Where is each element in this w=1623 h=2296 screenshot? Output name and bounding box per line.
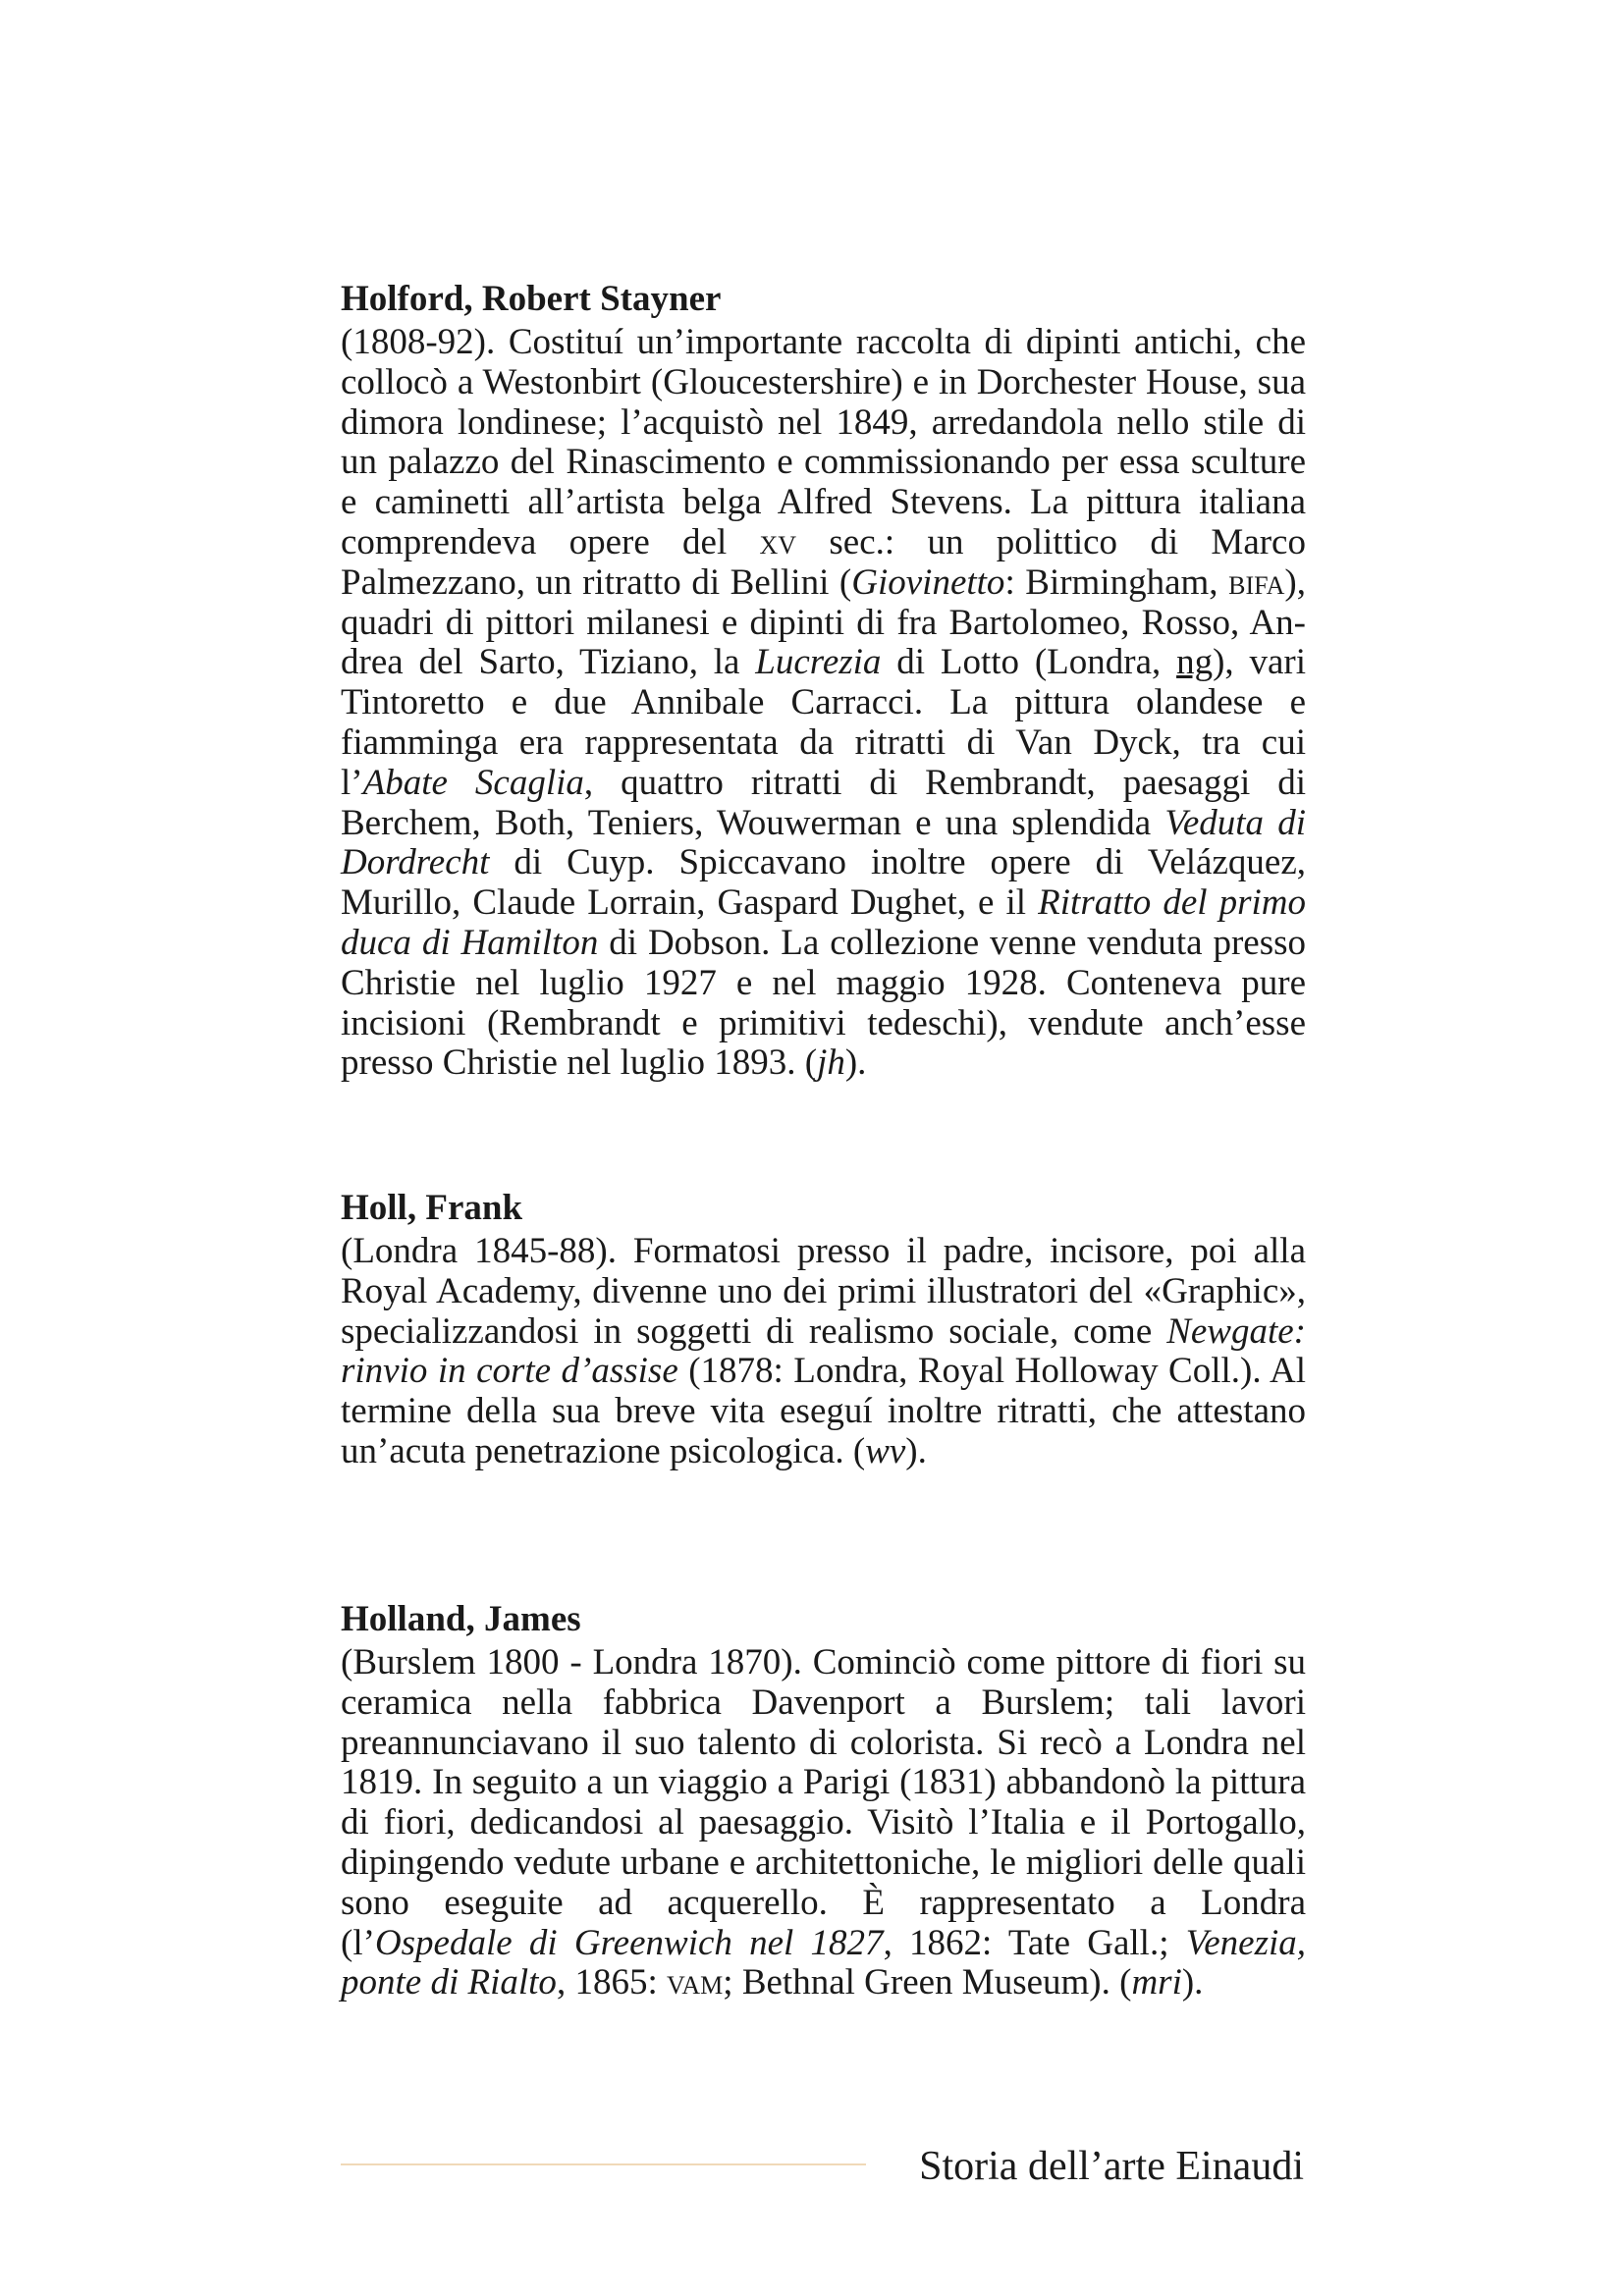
entry-holland <box>341 1600 1306 2003</box>
text-run: di Dobson. La collezione venne venduta presso Christie nel luglio 1927 e nel maggio 1928. Conteneva pure incisioni (Rembrandt e primitivi tedeschi), vendute anch’esse presso Christie nel luglio 1893. ( <box>341 922 1306 1084</box>
footer-divider <box>341 2163 866 2165</box>
text-run: ), vari Tintoretto e due Annibale Carracci. La pittura olandese e fiamminga era rappresentata da ritratti di Van Dyck, tra cui l’ <box>341 642 1306 803</box>
abbreviation: bifa <box>1228 561 1285 603</box>
text-run: (1878: Londra, Royal Holloway Coll.). Al termine della sua breve vita eseguí inoltre ritratti, che attestano un’acuta penetrazione psicologica. ( <box>341 1351 1306 1471</box>
text-run: ). <box>1181 1962 1204 2003</box>
text-run: , quattro ritratti di Rembrandt, paesaggi di Berchem, Both, Teniers, Wouwerman e una splendida <box>341 762 1306 843</box>
abbreviation: ng <box>1176 642 1214 683</box>
entry-holford <box>341 280 1306 1084</box>
italic-title: jh <box>817 1042 845 1084</box>
entry-holl <box>341 1189 1306 1472</box>
italic-title: Abate Scaglia <box>362 762 584 803</box>
text-run: (Burslem 1800 - Londra 1870). Cominciò come pittore di fiori su ceramica nella fabbrica Davenport a Burslem; tali lavori preannunciavano il suo talento di colorista. Si recò a Londra nel 1819. In seguito a un viaggio a Parigi (1831) abbandonò la pittura di fiori, dedicandosi al paesaggio. Visitò l’Italia e il Portogallo, dipingendo vedute urbane e architettoniche, le migliori delle quali sono eseguite ad acquerello. È rappresentato a Londra (l’ <box>341 1642 1306 1963</box>
entry-body <box>341 1643 1306 2003</box>
text-run: , 1862: Tate Gall.; <box>883 1922 1186 1963</box>
italic-title: Ospedale di Greenwich nel 1827 <box>374 1922 884 1963</box>
italic-title: Veduta di Dordrecht <box>341 802 1306 883</box>
text-run: (1808-92). Costituí un’importante raccolta di dipinti antichi, che collocò a Westonbirt (Gloucestershire) e in Dorchester House, sua dimora londinese; l’acquistò nel 1849, arredandola nello stile di un palazzo del Rinascimento e commissionando per essa sculture e caminetti all’artista belga Alfred Stevens. La pittura italiana comprendeva opere del <box>341 322 1306 562</box>
entry-body <box>341 1232 1306 1472</box>
italic-title: Venezia, ponte di Rialto <box>341 1922 1306 2003</box>
abbreviation: xv <box>759 521 797 562</box>
footer-publisher: Storia dell’arte Einaudi <box>919 2144 1304 2189</box>
italic-title: Lucrezia <box>755 642 882 683</box>
italic-title: wv <box>865 1430 906 1471</box>
italic-title: Newgate: rinvio in corte d’assise <box>341 1310 1306 1392</box>
text-run: ; Bethnal Green Museum). ( <box>723 1962 1132 2003</box>
text-run: ). <box>844 1042 867 1084</box>
entry-body <box>341 323 1306 1084</box>
entry-title: Holford, Robert Stayner <box>341 279 722 319</box>
abbreviation: vam <box>666 1962 724 2003</box>
italic-title: Ritratto del primo duca di Hamilton <box>341 882 1306 963</box>
italic-title: mri <box>1131 1962 1182 2003</box>
text-run: (Londra 1845-88). Formatosi presso il padre, incisore, poi alla Royal Academy, divenne uno dei primi illustratori del «Graphic», specializzandosi in soggetti di realismo sociale, come <box>341 1231 1306 1352</box>
italic-title: Giovinetto <box>851 561 1005 603</box>
entry-title: Holl, Frank <box>341 1188 523 1228</box>
text-run: , 1865: <box>556 1962 667 2003</box>
text-run: sec.: un polittico di Marco Palmezzano, un ritratto di Bellini ( <box>341 521 1306 603</box>
entry-title: Holland, James <box>341 1599 581 1639</box>
text-run: : Birmingham, <box>1004 561 1229 603</box>
text-run: ). <box>905 1430 927 1471</box>
text-run: di Lotto (Londra, <box>881 642 1177 683</box>
text-run: di Cuyp. Spiccavano inoltre opere di Velázquez, Murillo, Claude Lorrain, Gaspard Dughet, e il <box>341 842 1306 924</box>
text-run: ), quadri di pittori milanesi e dipinti di fra Bartolomeo, Rosso, Andrea del Sarto, Tiziano, la <box>341 561 1306 683</box>
